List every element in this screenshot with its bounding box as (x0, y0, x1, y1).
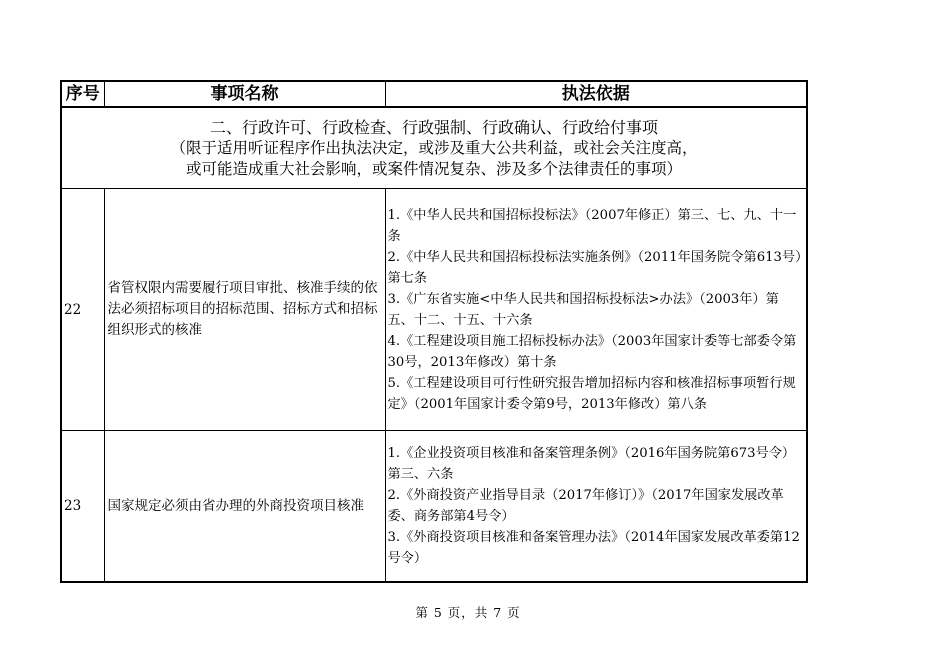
enforcement-basis-table (60, 80, 808, 583)
header-seq: 序号 (61, 81, 104, 107)
row-item-name: 省管权限内需要履行项目审批、核准手续的依法必须招标项目的招标范围、招标方式和招标组织形式的核准 (104, 189, 385, 431)
row-basis (385, 189, 807, 431)
page-footer: 第 5 页，共 7 页 (415, 605, 521, 620)
section-note-line-1: （限于适用听证程序作出执法决定，或涉及重大公共利益，或社会关注度高， (170, 138, 698, 157)
section-row (61, 107, 807, 189)
header-name: 事项名称 (104, 81, 385, 107)
row-basis (385, 431, 807, 583)
row-item-name: 国家规定必须由省办理的外商投资项目核准 (104, 431, 385, 583)
basis-item: 1.《企业投资项目核准和备案管理条例》（2016年国务院第673号令）第三、六条 (387, 446, 796, 482)
header-basis: 执法依据 (385, 81, 807, 107)
section-title: 二、行政许可、行政检查、行政强制、行政确认、行政给付事项 (209, 117, 658, 137)
basis-item: 5.《工程建设项目可行性研究报告增加招标内容和核准招标事项暂行规定》（2001年国家计委令第9号，2013年修改）第八条 (387, 375, 796, 412)
section-note-line-2: 或可能造成重大社会影响，或案件情况复杂、涉及多个法律责任的事项） (185, 159, 682, 178)
section-heading-cell (61, 107, 807, 189)
table-row (61, 189, 807, 431)
basis-item: 3.《广东省实施<中华人民共和国招标投标法>办法》（2003年）第五、十二、十五、十六条 (387, 291, 779, 328)
table-row (61, 431, 807, 583)
basis-item: 3.《外商投资项目核准和备案管理办法》（2014年国家发展改革委第12号令） (387, 530, 800, 566)
basis-item: 4.《工程建设项目施工招标投标办法》（2003年国家计委等七部委令第30号，2013年修改）第十条 (387, 333, 797, 370)
row-seq: 23 (61, 431, 104, 583)
basis-item: 2.《外商投资产业指导目录（2017年修订）》（2017年国家发展改革委、商务部第4号令） (387, 488, 784, 524)
header-row (61, 81, 807, 107)
basis-item: 2.《中华人民共和国招标投标法实施条例》（2011年国务院令第613号）第七条 (387, 249, 802, 286)
basis-item: 1.《中华人民共和国招标投标法》（2007年修正）第三、七、九、十一条 (387, 207, 797, 244)
row-seq: 22 (61, 189, 104, 431)
